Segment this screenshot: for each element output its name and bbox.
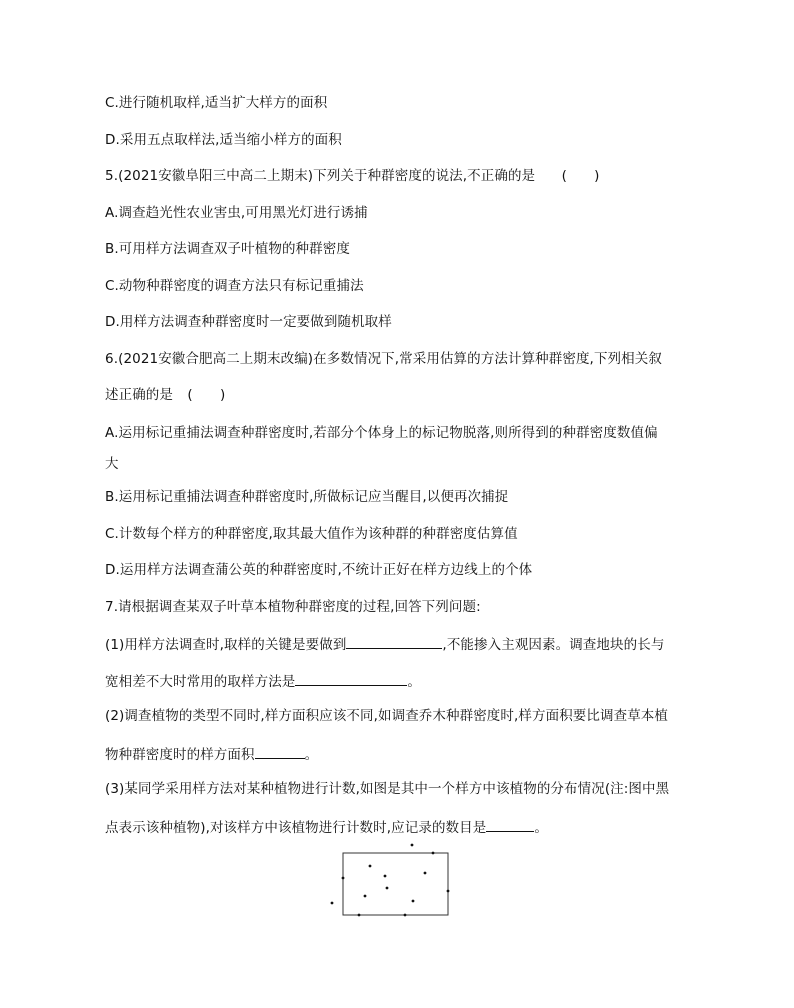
q7-part2-blank[interactable] — [255, 744, 305, 759]
q7-part1-text-a: (1)用样方法调查时,取样的关键是要做到 — [105, 637, 347, 653]
q7-part2-text-b: 物种群密度时的样方面积 — [105, 747, 255, 763]
plant-dot — [404, 914, 407, 917]
q5-option-b: B.可用样方法调查双子叶植物的种群密度 — [105, 241, 350, 257]
plant-dot — [411, 844, 414, 847]
q7-stem: 7.请根据调查某双子叶草本植物种群密度的过程,回答下列问题: — [105, 599, 481, 615]
quadrat-diagram — [325, 838, 465, 922]
q5-option-a: A.调查趋光性农业害虫,可用黑光灯进行诱捕 — [105, 205, 368, 221]
q5-answer-paren: ( ) — [561, 168, 600, 184]
plant-dot — [386, 887, 389, 890]
plant-dot — [331, 902, 334, 905]
q7-part1-text-c: 宽相差不大时常用的取样方法是 — [105, 674, 296, 690]
plant-dot — [447, 890, 450, 893]
q7-part3-line2 — [105, 817, 548, 837]
plant-dot — [412, 900, 415, 903]
q5-stem-text: 5.(2021安徽阜阳三中高二上期末)下列关于种群密度的说法,不正确的是 — [105, 168, 536, 184]
q6-stem-line2 — [105, 386, 225, 404]
q7-part2-line1: (2)调查植物的类型不同时,样方面积应该不同,如调查乔木种群密度时,样方面积要比调查草本植 — [105, 708, 668, 724]
q7-part2-line2 — [105, 744, 318, 764]
q6-option-a-line2: 大 — [105, 456, 119, 472]
quadrat-boundary — [343, 853, 448, 915]
q7-part1-line2 — [105, 671, 421, 691]
q7-part1-text-d: 。 — [407, 674, 422, 690]
q6-stem-line1: 6.(2021安徽合肥高二上期末改编)在多数情况下,常采用估算的方法计算种群密度,下列相关叙 — [105, 351, 662, 367]
q4-option-d: D.采用五点取样法,适当缩小样方的面积 — [105, 132, 342, 148]
plant-dot — [369, 865, 372, 868]
q7-part3-text-b: 点表示该种植物),对该样方中该植物进行计数时,应记录的数目是 — [105, 820, 487, 836]
q6-option-b: B.运用标记重捕法调查种群密度时,所做标记应当醒目,以便再次捕捉 — [105, 489, 509, 505]
plant-dot — [358, 914, 361, 917]
q6-option-a-line1: A.运用标记重捕法调查种群密度时,若部分个体身上的标记物脱落,则所得到的种群密度数值偏 — [105, 425, 658, 441]
plant-dot — [384, 875, 387, 878]
q6-option-d: D.运用样方法调查蒲公英的种群密度时,不统计正好在样方边线上的个体 — [105, 562, 533, 578]
q7-part1-text-b: ,不能掺入主观因素。调查地块的长与 — [442, 637, 665, 653]
q7-part3-line1: (3)某同学采用样方法对某种植物进行计数,如图是其中一个样方中该植物的分布情况(注:图中黑 — [105, 781, 670, 797]
q5-option-c: C.动物种群密度的调查方法只有标记重捕法 — [105, 278, 364, 294]
plant-dot — [342, 877, 345, 880]
q5-option-d: D.用样方法调查种群密度时一定要做到随机取样 — [105, 314, 392, 330]
q7-part2-text-c: 。 — [304, 747, 319, 763]
plant-dot — [432, 852, 435, 855]
plant-dot — [364, 895, 367, 898]
q6-stem-line2-text: 述正确的是 — [105, 387, 173, 403]
q7-part1-blank2[interactable] — [295, 671, 407, 686]
q6-answer-paren: ( ) — [187, 387, 226, 403]
q7-part1-line1 — [105, 634, 664, 654]
q5-stem — [105, 167, 600, 185]
q7-part1-blank1[interactable] — [346, 634, 442, 649]
plant-dot — [424, 872, 427, 875]
q6-option-c: C.计数每个样方的种群密度,取其最大值作为该种群的种群密度估算值 — [105, 526, 518, 542]
q4-option-c: C.进行随机取样,适当扩大样方的面积 — [105, 95, 328, 111]
q7-part3-blank[interactable] — [486, 817, 534, 832]
q7-part3-text-c: 。 — [534, 820, 548, 836]
